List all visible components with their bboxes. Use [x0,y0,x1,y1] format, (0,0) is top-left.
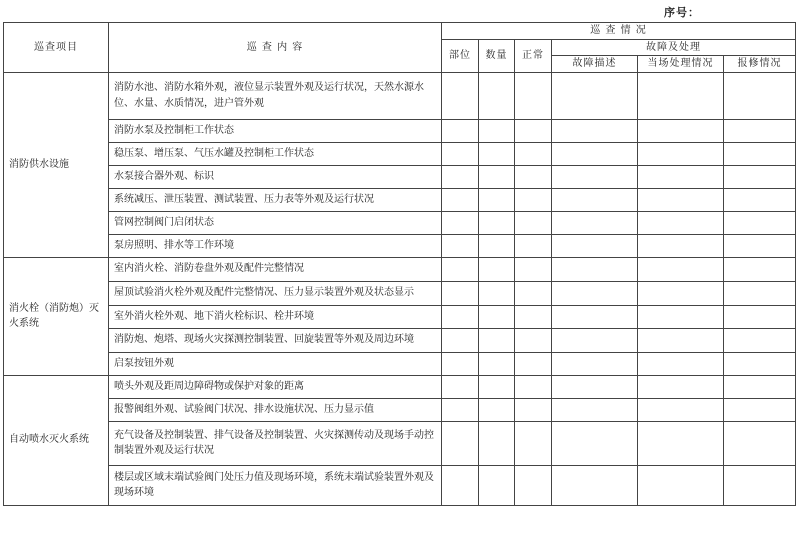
cell-onsite[interactable] [638,375,724,398]
item-content: 楼层或区域末端试验阀门处压力值及现场环境，系统末端试验装置外观及现场环境 [109,465,442,505]
cell-quantity[interactable] [479,257,515,281]
item-content: 室外消火栓外观、地下消火栓标识、栓井环境 [109,305,442,328]
cell-onsite[interactable] [638,211,724,234]
cell-location[interactable] [442,188,479,211]
cell-onsite[interactable] [638,328,724,352]
cell-location[interactable] [442,465,479,505]
cell-quantity[interactable] [479,119,515,142]
category-sprinkler: 自动喷水灭火系统 [4,375,109,505]
table-row [4,234,796,257]
cell-report[interactable] [724,281,796,305]
cell-location[interactable] [442,142,479,165]
item-content: 启泵按钮外观 [109,352,442,375]
cell-fault-desc[interactable] [552,142,638,165]
table-row [4,281,796,305]
table-row [4,352,796,375]
cell-fault-desc[interactable] [552,328,638,352]
cell-location[interactable] [442,375,479,398]
cell-report[interactable] [724,234,796,257]
cell-normal[interactable] [515,142,552,165]
cell-normal[interactable] [515,305,552,328]
cell-fault-desc[interactable] [552,119,638,142]
cell-normal[interactable] [515,421,552,465]
table-row [4,119,796,142]
cell-location[interactable] [442,328,479,352]
category-hydrant: 消火栓（消防炮）灭火系统 [4,257,109,375]
header-situation: 巡 查 情 况 [442,23,796,40]
table-row [4,375,796,398]
header-fault-handling: 故障及处理 [552,39,796,56]
table-row [4,165,796,188]
cell-normal[interactable] [515,211,552,234]
cell-fault-desc[interactable] [552,211,638,234]
cell-onsite[interactable] [638,398,724,421]
cell-location[interactable] [442,352,479,375]
cell-quantity[interactable] [479,328,515,352]
cell-quantity[interactable] [479,398,515,421]
cell-onsite[interactable] [638,421,724,465]
cell-report[interactable] [724,328,796,352]
table-row [4,72,796,119]
cell-quantity[interactable] [479,165,515,188]
cell-normal[interactable] [515,188,552,211]
item-content: 泵房照明、排水等工作环境 [109,234,442,257]
cell-report[interactable] [724,165,796,188]
cell-report[interactable] [724,142,796,165]
item-content: 室内消火栓、消防卷盘外观及配件完整情况 [109,257,442,281]
cell-quantity[interactable] [479,421,515,465]
table-row [4,142,796,165]
item-content: 消防水池、消防水箱外观，液位显示装置外观及运行状况，天然水源水位、水量、水质情况，进户管外观 [109,72,442,119]
item-content: 稳压泵、增压泵、气压水罐及控制柜工作状态 [109,142,442,165]
cell-normal[interactable] [515,257,552,281]
cell-onsite[interactable] [638,465,724,505]
cell-onsite[interactable] [638,352,724,375]
header-fault-desc: 故障描述 [552,56,638,73]
cell-normal[interactable] [515,165,552,188]
cell-quantity[interactable] [479,352,515,375]
cell-quantity[interactable] [479,72,515,119]
cell-location[interactable] [442,234,479,257]
cell-quantity[interactable] [479,281,515,305]
table-row [4,257,796,281]
cell-onsite[interactable] [638,165,724,188]
serial-number-label: 序号： [664,6,700,19]
cell-quantity[interactable] [479,465,515,505]
header-quantity: 数量 [479,39,515,72]
item-content: 充气设备及控制装置、排气设备及控制装置、火灾探测传动及现场手动控制装置外观及运行状况 [109,421,442,465]
item-content: 消防水泵及控制柜工作状态 [109,119,442,142]
cell-normal[interactable] [515,328,552,352]
cell-report[interactable] [724,257,796,281]
table-row [4,305,796,328]
cell-normal[interactable] [515,398,552,421]
cell-normal[interactable] [515,234,552,257]
cell-fault-desc[interactable] [552,398,638,421]
cell-fault-desc[interactable] [552,421,638,465]
header-content: 巡 查 内 容 [109,23,442,73]
cell-quantity[interactable] [479,211,515,234]
cell-location[interactable] [442,119,479,142]
table-row [4,398,796,421]
cell-location[interactable] [442,305,479,328]
item-content: 系统减压、泄压装置、测试装置、压力表等外观及运行状况 [109,188,442,211]
cell-normal[interactable] [515,465,552,505]
cell-normal[interactable] [515,119,552,142]
item-content: 喷头外观及距周边障碍物或保护对象的距离 [109,375,442,398]
cell-fault-desc[interactable] [552,72,638,119]
cell-report[interactable] [724,398,796,421]
table-row [4,188,796,211]
cell-normal[interactable] [515,281,552,305]
cell-location[interactable] [442,257,479,281]
cell-onsite[interactable] [638,305,724,328]
cell-location[interactable] [442,421,479,465]
cell-onsite[interactable] [638,257,724,281]
cell-report[interactable] [724,305,796,328]
table-row [4,211,796,234]
cell-quantity[interactable] [479,305,515,328]
item-content: 屋顶试验消火栓外观及配件完整情况、压力显示装置外观及状态显示 [109,281,442,305]
header-report: 报修情况 [724,56,796,73]
cell-location[interactable] [442,165,479,188]
item-content: 报警阀组外观、试验阀门状况、排水设施状况、压力显示值 [109,398,442,421]
table-row [4,465,796,505]
item-content: 消防炮、炮塔、现场火灾探测控制装置、回旋装置等外观及周边环境 [109,328,442,352]
cell-report[interactable] [724,119,796,142]
cell-normal[interactable] [515,72,552,119]
cell-fault-desc[interactable] [552,465,638,505]
cell-quantity[interactable] [479,142,515,165]
table-row [4,328,796,352]
cell-onsite[interactable] [638,142,724,165]
category-water-supply: 消防供水设施 [4,72,109,257]
cell-report[interactable] [724,188,796,211]
cell-fault-desc[interactable] [552,234,638,257]
cell-onsite[interactable] [638,72,724,119]
cell-quantity[interactable] [479,188,515,211]
header-item: 巡查项目 [4,23,109,73]
cell-report[interactable] [724,72,796,119]
cell-report[interactable] [724,211,796,234]
cell-onsite[interactable] [638,234,724,257]
item-content: 水泵接合器外观、标识 [109,165,442,188]
cell-quantity[interactable] [479,375,515,398]
cell-fault-desc[interactable] [552,375,638,398]
cell-fault-desc[interactable] [552,188,638,211]
cell-location[interactable] [442,281,479,305]
cell-onsite[interactable] [638,281,724,305]
cell-normal[interactable] [515,352,552,375]
cell-location[interactable] [442,211,479,234]
cell-location[interactable] [442,398,479,421]
header-normal: 正常 [515,39,552,72]
table-row [4,421,796,465]
cell-normal[interactable] [515,375,552,398]
cell-onsite[interactable] [638,119,724,142]
cell-fault-desc[interactable] [552,352,638,375]
cell-fault-desc[interactable] [552,165,638,188]
header-location: 部位 [442,39,479,72]
item-content: 管网控制阀门启闭状态 [109,211,442,234]
cell-report[interactable] [724,352,796,375]
header-onsite: 当场处理情况 [638,56,724,73]
inspection-table [3,22,796,506]
cell-onsite[interactable] [638,188,724,211]
cell-report[interactable] [724,421,796,465]
cell-report[interactable] [724,465,796,505]
cell-quantity[interactable] [479,234,515,257]
cell-fault-desc[interactable] [552,281,638,305]
cell-report[interactable] [724,375,796,398]
cell-fault-desc[interactable] [552,257,638,281]
cell-location[interactable] [442,72,479,119]
cell-fault-desc[interactable] [552,305,638,328]
